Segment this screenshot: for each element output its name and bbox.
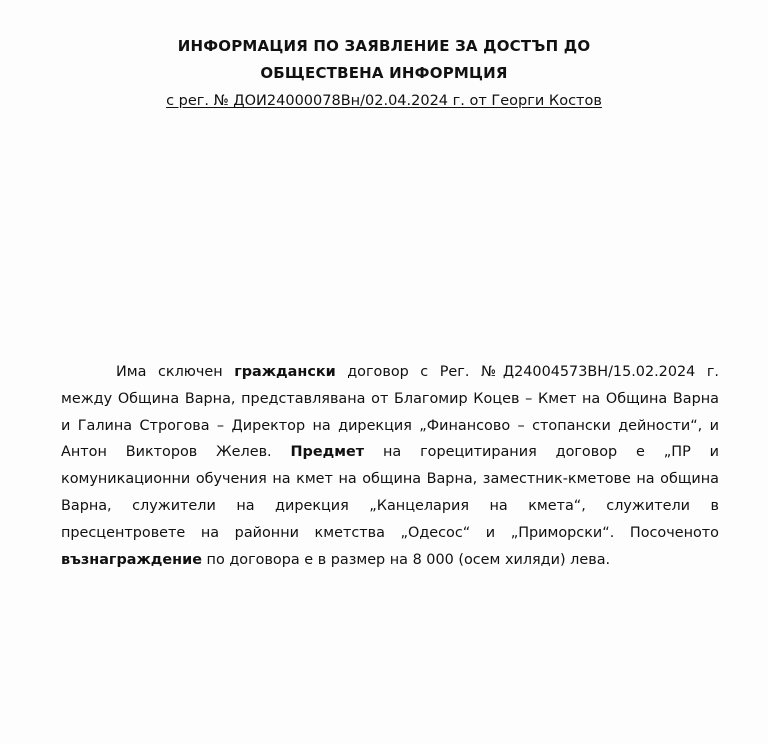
paragraph-text-1: Има сключен (116, 364, 235, 380)
document-title-line-1: ИНФОРМАЦИЯ ПО ЗАЯВЛЕНИЕ ЗА ДОСТЪП ДО (177, 37, 591, 55)
paragraph-text-4: по договора е в размер на 8 000 (осем хиляди) лева. (201, 551, 611, 568)
paragraph-bold-remuneration: възнаграждение (61, 551, 202, 568)
body-paragraph (61, 359, 719, 573)
document-subtitle: с рег. № ДОИ24000078Вн/02.04.2024 г. от Георги Костов (166, 93, 602, 109)
paragraph-text-2: договор с Рег. №Д24004573ВН/15.02.2024 г. между Община Варна, представлявана от Благомир Коцев – Кмет на Община Варна и Галина Строгова – Директор на дирекция „Финансово – стопански дейности“, и Антон Викторов Желев. (61, 364, 719, 461)
paragraph-text-3: на горецитирания договор е „ПР и комуникационни обучения на кмет на община Варна, заместник-кметове на община Варна, служители на дирекция „Канцелария на кмета“, служители в пресцентровете на районни кметства „Одесос“ и „Приморски“. Посоченото (61, 444, 719, 541)
paragraph-bold-civil: граждански (234, 364, 336, 380)
document-title-line-2: ОБЩЕСТВЕНА ИНФОРМЦИЯ (260, 64, 508, 82)
paragraph-bold-subject: Предмет (290, 444, 365, 461)
